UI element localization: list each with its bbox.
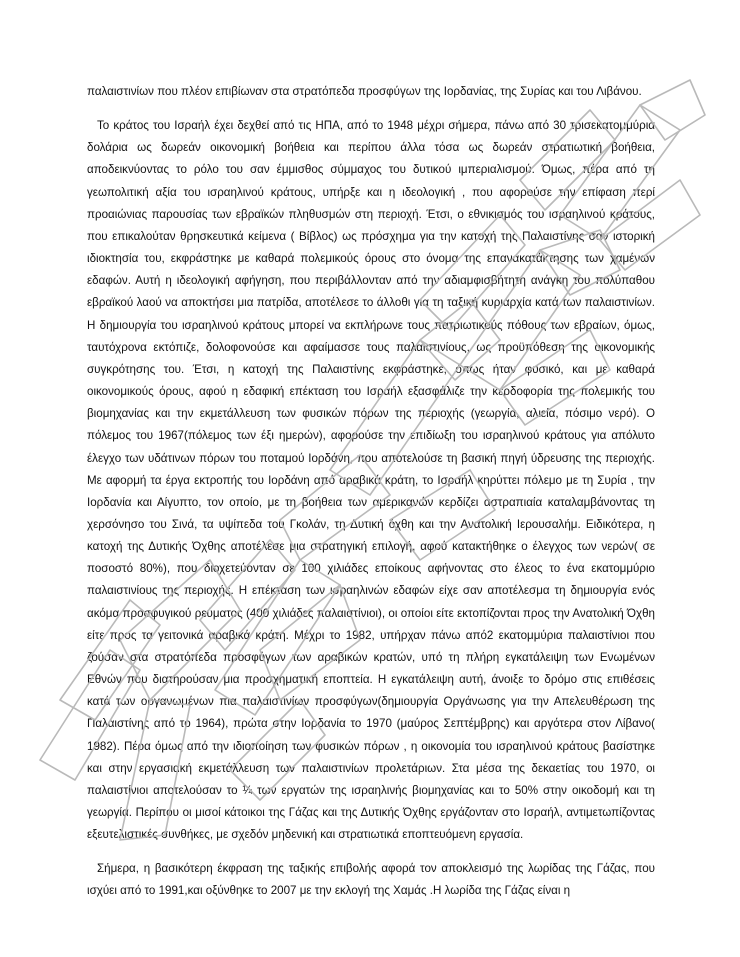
paragraph-3: Σήμερα, η βασικότερη έκφραση της ταξικής επιβολής αφορά τον αποκλεισμό της λωρίδας της Γάζας, που ισχύει από το 1991,και οξύνθηκε το 2007 με την εκλογή της Χαμάς .Η λωρίδα της Γάζας είναι η xyxy=(87,862,655,898)
paragraph-2: Το κράτος του Ισραήλ έχει δεχθεί από τις ΗΠΑ, από το 1948 μέχρι σήμερα, πάνω από 30 τρισεκατομμύρια δολάρια ως δωρεάν οικονομική βοήθεια και περίπου άλλα τόσα ως δωρεάν στρατιωτική βοήθεια, αποδεικνύοντας το ρόλο του σαν έμμισθος σύμμαχος του δυτικού ιμπεριαλισμού. Όμως, πέρα από τη γεωπολιτική αξία του ισραηλινού κράτους, υπήρξε και η ιδεολογική , που αφορούσε την επίφαση περί προαιώνιας παρουσίας των εβραϊκών πληθυσμών στη περιοχή. Έτσι, ο εθνικισμός του ισραηλινού κράτους, που επικαλούταν θρησκευτικά κείμενα ( Βίβλος) ως πρόσχημα για την κατοχή της Παλαιστίνης σαν ιστορική ιδιοκτησία του, εκφράστηκε με καθαρά πολεμικούς όρους στο όνομα της επανακατάκτησης των χαμένων εδαφών. Αυτή η ιδεολογική αφήγηση, που περιβάλλονταν από την αδιαμφισβήτητη ανάγκη του πολύπαθου εβραϊκού λαού να αποκτήσει μια πατρίδα, αποτέλεσε το άλλοθι για τη ταξική κυριαρχία κατά των παλαιστινίων. Η δημιουργία του ισραηλινού κράτους μπορεί να εκπλήρωνε τους πατριωτικούς πόθους των εβραίων, όμως, ταυτόχρονα εκτόπιζε, δολοφονούσε και αφαίμασσε τους παλαιστινίους, ως προϋπόθεση της οικονομικής συγκρότησης του. Έτσι, η κατοχή της Παλαιστίνης εκφράστηκε, όπως ήταν φυσικό, και με καθαρά οικονομικούς όρους, αφού η εδαφική επέκταση του Ισραήλ εξασφάλιζε την κερδοφορία της πολεμικής του βιομηχανίας και την εκμετάλλευση των φυσικών πόρων της περιοχής (γεωργία, αλιεία, πόσιμο νερό). Ο πόλεμος του 1967(πόλεμος των έξι ημερών), αφορούσε την επιδίωξη του ισραηλινού κράτους για απόλυτο έλεγχο των υδάτινων πόρων του ποταμού Ιορδάνη, που αποτελούσε τη βασική πηγή ύδρευσης της περιοχής. Με αφορμή τα έργα εκτροπής του Ιορδάνη από αραβικά κράτη, το Ισραήλ κηρύττει πόλεμο με τη Συρία , την Ιορδανία και Αίγυπτο, τον οποίο, με τη βοήθεια των αμερικανών κερδίζει αστραπιαία καταλαμβάνοντας τη χερσόνησο του Σινά, τα υψίπεδα του Γκολάν, τη Δυτική όχθη και την Ανατολική Ιερουσαλήμ. Ειδικότερα, η κατοχή της Δυτικής Όχθης αποτέλεσε μια στρατηγική επιλογή, αφού κατακτήθηκε ο έλεγχος των νερών( σε ποσοστό 80%), που διοχετεύονταν σε 100 χιλιάδες εποίκους αφήνοντας στο έλεος το ένα εκατομμύριο παλαιστινίους της περιοχής. Η επέκταση των ισραηλινών εδαφών είχε σαν αποτέλεσμα τη δημιουργία ενός ακόμα προσφυγικού ρεύματος (400 χιλιάδες παλαιστίνιοι), οι οποίοι είτε εκτοπίζονται προς την Ανατολική Όχθη είτε προς τα γειτονικά αραβικά κράτη. Μέχρι το 1982, υπήρχαν πάνω από2 εκατομμύρια παλαιστίνιοι που ζούσαν στα στρατόπεδα προσφύγων των αραβικών κρατών, υπό τη πλήρη εγκατάλειψη των Ενωμένων Εθνών που διατηρούσαν μια προσχηματική εποπτεία. Η εγκατάλειψη αυτή, άνοιξε το δρόμο στις επιθέσεις κατά των οργανωμένων πια παλαιστινίων προσφύγων(δημιουργία Οργάνωσης για την Απελευθέρωση της Παλαιστίνης από το 1964), πρώτα στην Ιορδανία το 1970 (μαύρος Σεπτέμβρης) και αργότερα στον Λίβανο( 1982). Πέρα όμως από την ιδιοποίηση των φυσικών πόρων , η οικονομία του ισραηλινού κράτους βασίστηκε και στην εργασιακή εκμετάλλευση των παλαιστινίων προλετάριων. Στα μέσα της δεκαετίας του 1970, οι παλαιστίνιοι αποτελούσαν το ¼ των εργατών της ισραηλινής βιομηχανίας και το 50% στην οικοδομή και τη γεωργία. Περίπου οι μισοί κάτοικοι της Γάζας και της Δυτικής Όχθης εργάζονταν στο Ισραήλ, αντιμετωπίζοντας εξευτελιστικές συνθήκες, με σχεδόν μηδενική και στρατιωτικά εποπτευόμενη εργασία. xyxy=(87,119,655,842)
document-body xyxy=(87,81,655,903)
paragraph-1: παλαιστινίων που πλέον επιβίωναν στα στρατόπεδα προσφύγων της Ιορδανίας, της Συρίας και του Λιβάνου. xyxy=(87,85,642,98)
